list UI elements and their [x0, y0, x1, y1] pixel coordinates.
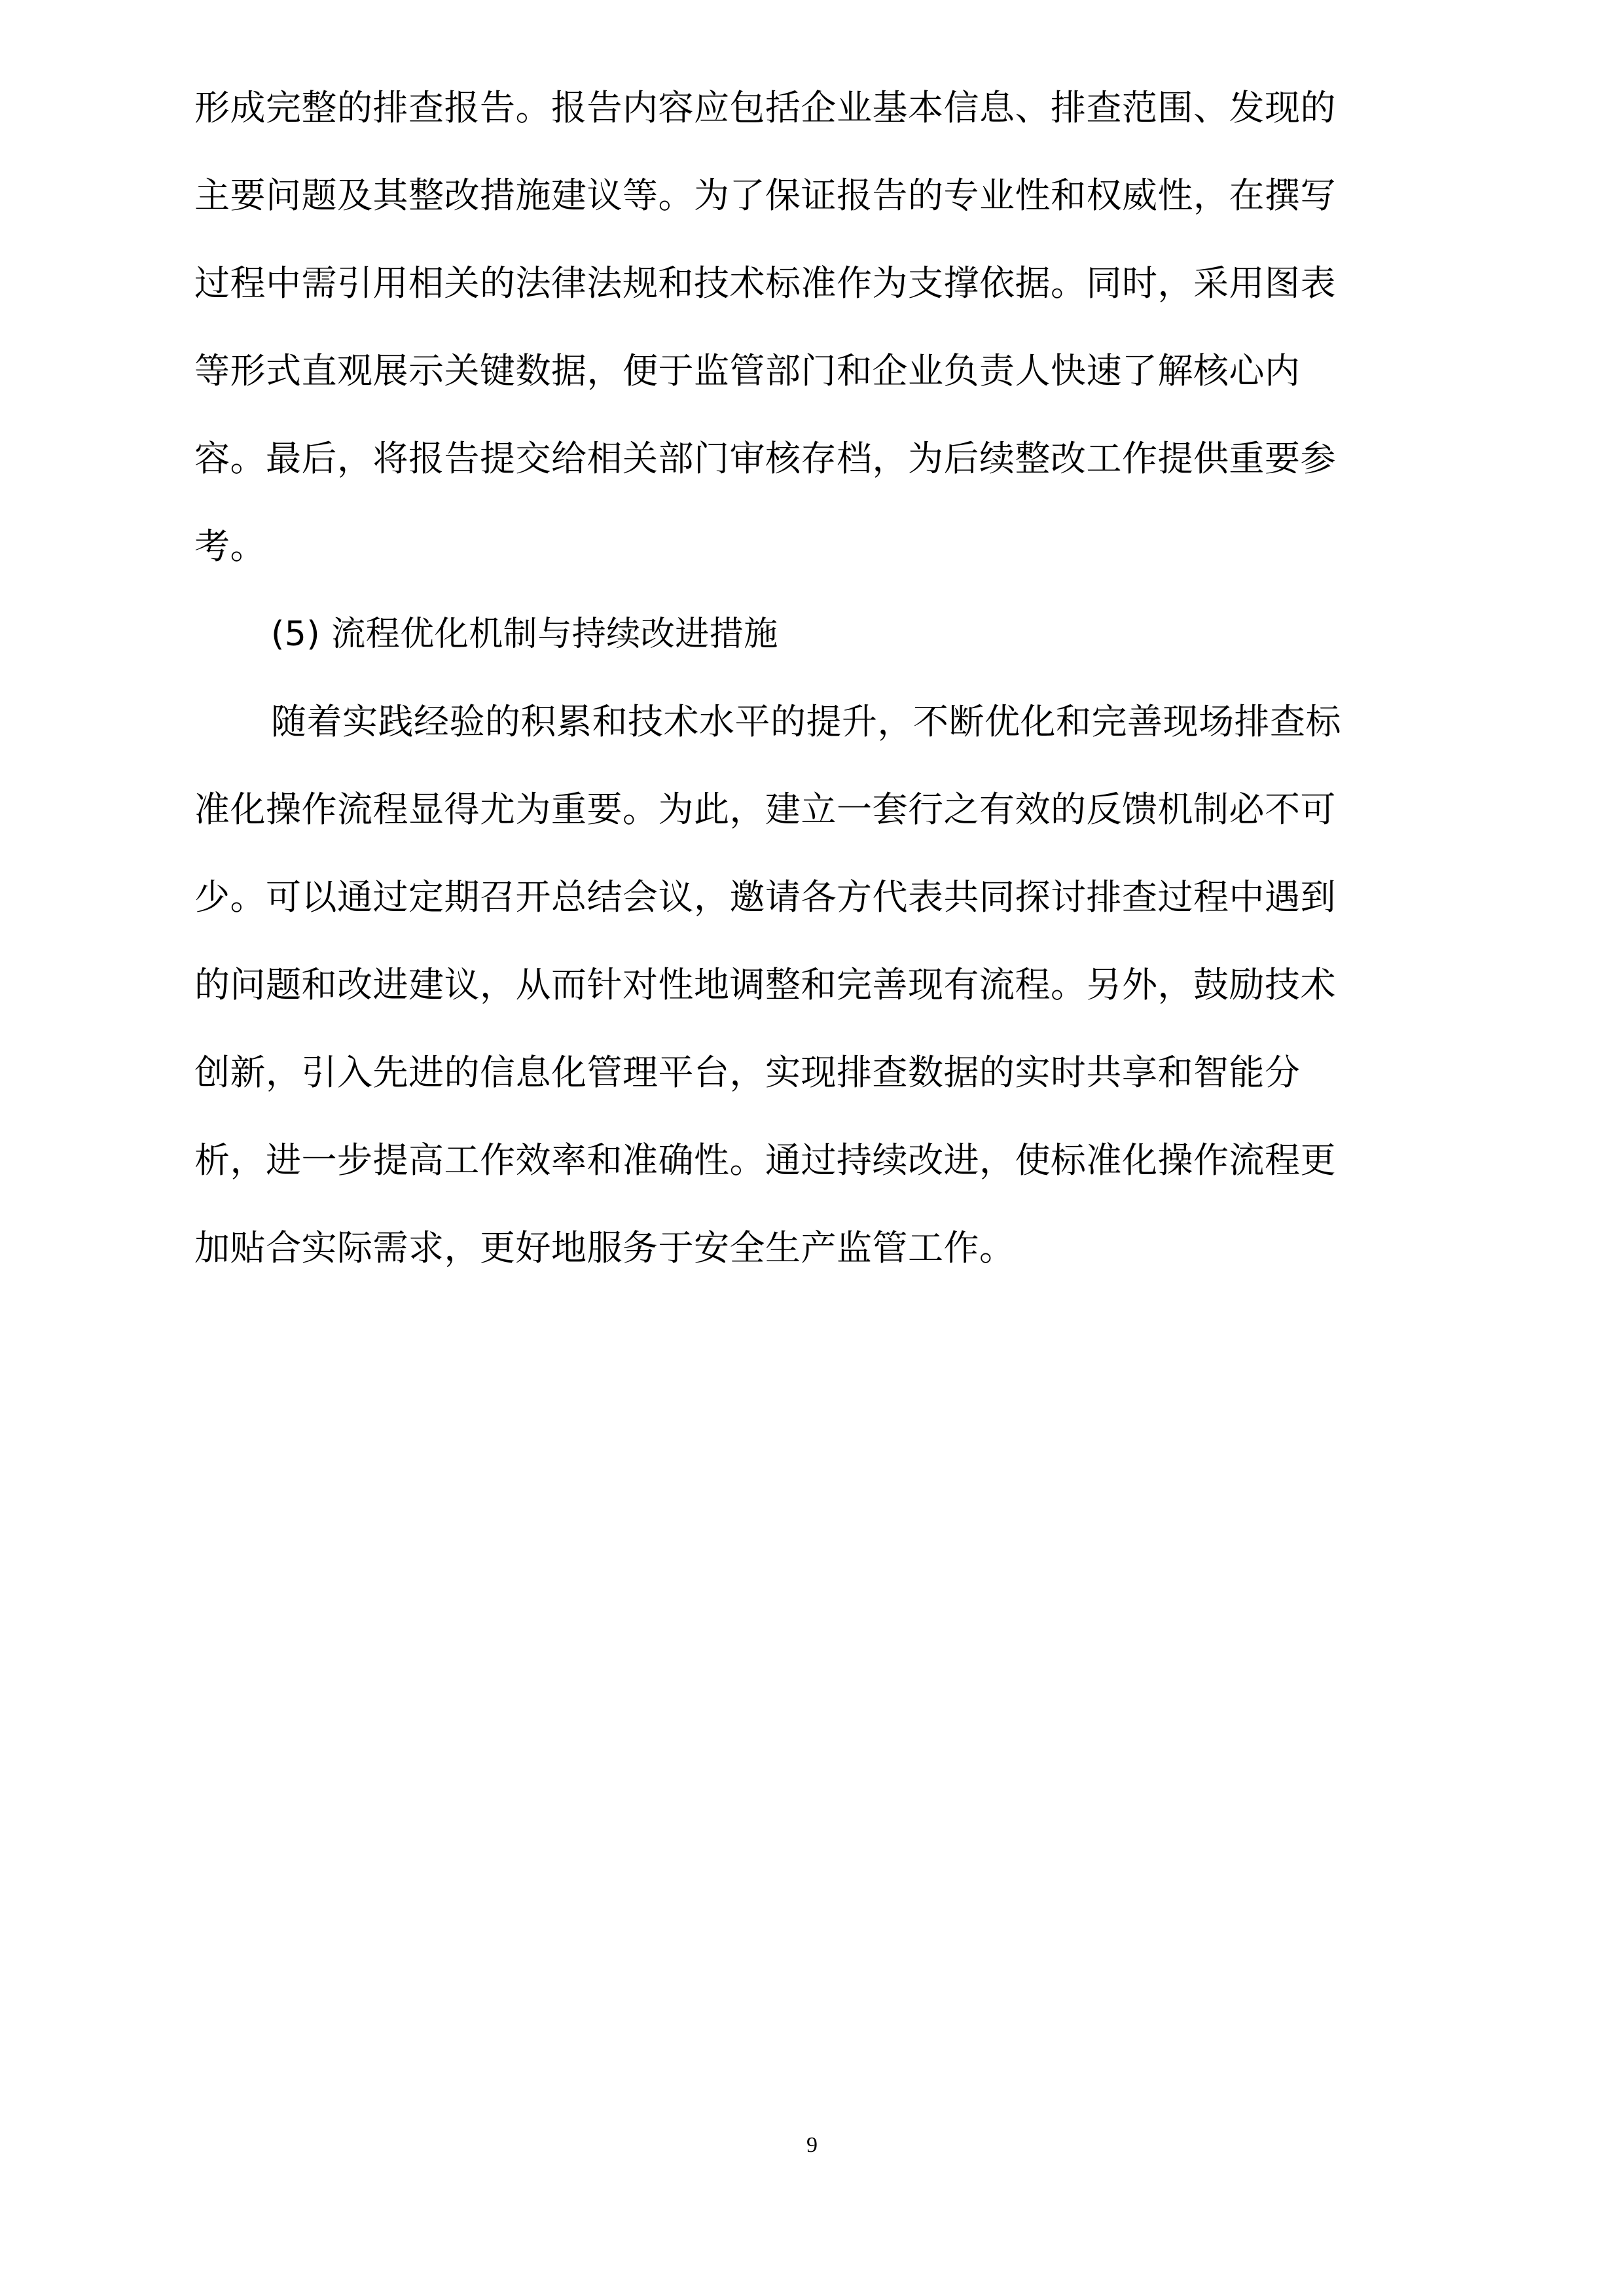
page-number: 9	[806, 2133, 818, 2157]
text-line: 析，进一步提高工作效率和准确性。通过持续改进，使标准化操作流程更	[194, 1139, 1336, 1181]
text-line: 少。可以通过定期召开总结会议，邀请各方代表共同探讨排查过程中遇到	[194, 876, 1336, 918]
paragraph-report-summary	[194, 64, 1432, 590]
text-line: 主要问题及其整改措施建议等。为了保证报告的专业性和权威性，在撰写	[194, 175, 1336, 216]
section-heading: (5) 流程优化机制与持续改进措施	[271, 615, 778, 654]
text-line: 形成完整的排查报告。报告内容应包括企业基本信息、排查范围、发现的	[194, 87, 1336, 128]
text-line: 准化操作流程显得尤为重要。为此，建立一套行之有效的反馈机制必不可	[194, 789, 1336, 830]
text-line: 随着实践经验的积累和技术水平的提升，不断优化和完善现场排查标	[271, 701, 1341, 742]
text-line: 过程中需引用相关的法律法规和技术标准作为支撑依据。同时，采用图表	[194, 262, 1336, 304]
document-body	[194, 64, 1432, 1292]
text-line: 等形式直观展示关键数据，便于监管部门和企业负责人快速了解核心内	[194, 350, 1301, 391]
text-line: 创新，引入先进的信息化管理平台，实现排查数据的实时共享和智能分	[194, 1052, 1301, 1093]
text-line: 的问题和改进建议，从而针对性地调整和完善现有流程。另外，鼓励技术	[194, 964, 1336, 1005]
paragraph-process-optimization	[194, 678, 1432, 1292]
text-line: 容。最后，将报告提交给相关部门审核存档，为后续整改工作提供重要参	[194, 438, 1336, 479]
text-line: 加贴合实际需求，更好地服务于安全生产监管工作。	[194, 1227, 1015, 1268]
text-line: 考。	[194, 526, 266, 567]
